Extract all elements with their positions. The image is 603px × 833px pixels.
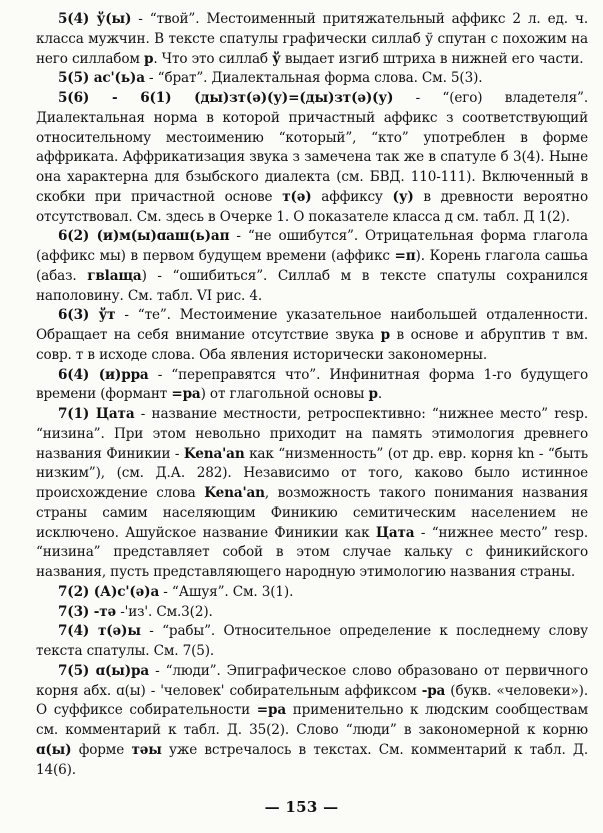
paragraph-text: - “люди”. Эпиграфическое слово образовано от первичного корня абх. ɑ(ы) - 'человек' собирательным аффиксом [36,662,588,699]
paragraph-text: - “Ашуя”. См. 3(1). [159,583,294,600]
paragraph-text: -'из'. См.3(2). [116,603,213,620]
paragraph-text: - “те”. Местоимение указательное наибольшей отдаленности. Обращает на себя внимание отсутствие звука [36,307,588,343]
paragraph [36,583,588,603]
term: Kena'an [183,445,245,462]
paragraph [36,89,588,227]
term: 6(3) ўт [58,307,116,324]
term: 5(5) ас'(ь)а [58,70,145,87]
commentary-text [36,10,588,780]
term: 5(4) ў(ы) [58,11,132,27]
term: т(ə) [282,188,312,205]
paragraph [36,622,588,662]
term: р [380,327,391,343]
paragraph-text: выдает изгиб штриха в нижней его части. [280,50,584,67]
term: 7(1) Цата [58,406,135,422]
paragraph-text: в древности вероятно отсутствовал. См. здесь в Очерке 1. О показателе класса д см. табл. Д 1(2). [36,188,588,225]
paragraph-text: - “брат”. Диалектальная форма слова. См. 5(3). [144,70,483,87]
term: (у) [392,188,414,205]
paragraph [36,603,588,623]
term: ɑ(ы) [36,741,72,758]
term: =ра [256,702,287,719]
term: =п [394,248,416,264]
paragraph [36,366,588,406]
paragraph-text: , возможность такого понимания названия страны самим населяющим Финикию семитическим населением не исключено. Ашуйское название Финикии как [36,485,589,541]
paragraph [36,662,588,781]
paragraph-text: уже встречалось в текстах. См. комментарий к табл. Д. 14(6). [36,741,588,778]
paragraph [36,306,588,365]
paragraph [36,405,588,583]
term: 6(4) (и)рра [58,366,149,383]
term: р [368,386,378,403]
paragraph-text: - “переправятся что”. Инфинитная форма 1-го будущего времени (формант [36,366,589,403]
paragraph-text: (букв. «человеки»). О суффиксе собирательности [36,682,588,719]
paragraph-text: аффиксу [311,188,393,205]
paragraph [36,227,588,306]
term: р [143,50,154,67]
paragraph-text: - “нижнее место” resp. “низина” представляет собой в этом случае кальку с финикийского названия, пусть представляющего народную этимологию названия страны. [36,524,588,580]
paragraph-text: - “рабы”. Относительное определение к последнему слову текста спатулы. См. 7(5). [36,623,589,659]
page-number: — 153 — [264,798,339,816]
term: Kena'an [204,485,265,501]
term: гвlаща [87,267,142,284]
term: 7(4) т(ə)ы [58,623,141,640]
paragraph-text: - “не ошибутся”. Отрицательная форма глагола (аффикс мы) в первом будущем времени (аффикс [36,228,588,264]
paragraph-text: . Что это силлаб [153,50,273,67]
term: ў [272,50,281,67]
term: тəы [131,741,162,758]
term: 7(5) ɑ(ы)ра [58,662,150,679]
term: 7(2) (А)с'(ə)а [58,583,160,600]
term: 6(2) (и)м(ы)ɑaш(ь)ап [58,228,230,245]
term: Цата [375,524,415,541]
term: -ра [421,682,446,699]
paragraph-text: применительно к людским сообществам см. комментарий к табл. Д. 35(2). Слово “люди” в закономерной к корню [36,702,588,738]
paragraph [36,10,588,69]
paragraph-text: - “(его) владетеля”. Диалектальная норма в которой причастный аффикс з соответствующий относительному местоимению “который”, “кто” употреблен в форме аффриката. Аффрикатизация звука з замечена так же в спатуле б 3(4). Ныне она характерна для бзыбского диалекта (см. БВД. 110-111). Включенный в скобки при причастной основе [36,90,588,205]
term: 5(6) - 6(1) (ды)зт(ə)(у)=(ды)зт(ə)(у) [58,90,394,106]
paragraph [36,69,588,89]
paragraph-text: как “низменность” (от др. евр. корня kn - “быть низким”), (см. Д.А. 282). Независимо от того, каково было истинное происхождение слова [36,445,589,501]
paragraph-text: в основе и абруптив т вм. совр. т в исходе слова. Оба явления исторически закономерны. [36,327,588,363]
term: 7(3) -тə [58,603,117,620]
paragraph-text: ). Корень глагола сашьа (абаз. [36,248,588,284]
paragraph-text: - “твой”. Местоименный притяжательный аффикс 2 л. ед. ч. класса мужчин. В тексте спатулы графически силлаб ў спутан с похожим на него силлабом [36,11,588,67]
paragraph-text: ) от глагольной основы [200,386,369,403]
term: =ра [171,386,201,403]
paragraph-text: . [377,386,382,403]
paragraph-text: форме [71,741,132,758]
paragraph-text: - название местности, ретроспективно: “нижнее место” resp. “низина”. При этом невольно приходит на память этимология древнего названия Финикии - [36,406,588,462]
paragraph-text: ) - “ошибиться”. Силлаб м в тексте спатулы сохранился наполовину. См. табл. VI рис. 4. [36,267,588,304]
